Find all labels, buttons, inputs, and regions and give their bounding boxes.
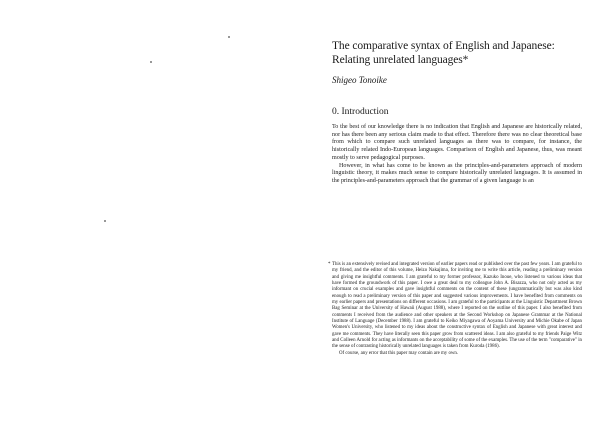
article-title — [332, 40, 582, 67]
title-line-1: The comparative syntax of English and Japanese: — [332, 40, 555, 52]
body-text — [332, 124, 582, 186]
scan-speck — [104, 220, 106, 222]
body-paragraph-2: However, in what has come to be known as the principles-and-parameters approach of modern linguistic theory, it makes much sense to compare historically unrelated languages. It is assumed in the principles-and-parameters approach that the grammar of a given language is an — [332, 162, 582, 184]
footnote-block — [328, 262, 582, 357]
footnote-marker: * — [328, 262, 331, 267]
author-name: Shigeo Tonoike — [332, 75, 387, 85]
footnote-paragraph-1: This is an extensively revised and integrated version of earlier papers read or published over the past few years. I am grateful to my friend, and the editor of this volume, Heizo Nakajima, for inviting me to write this article, reading a preliminary version and giving me insightful comments. I am grateful to my former professor, Kazuko Inoue, who listened to various ideas that have formed the groundwork of this paper. I owe a great deal to my colleague John A. Bisazza, who not only acted as my informant on crucial examples and gave insightful comments on the content of these (ungrammatically but was also kind enough to read a preliminary version of this paper and suggested various improvements. I have benefited from comments on my earlier papers and presentations on different occasions. I am grateful to the participants at the Linguistic Department Brown Bag Seminar at the University of Hawaii (August 1988), where I reported on the outline of this paper. I also benefited from comments I received from the audience and other speakers at the Second Workshop on Japanese Grammar at the National Institute of Language (December 1988). I am grateful to Keiko Miyagawa of Aoyama University and Michie Okabe of Japan Women's University, who listened to my ideas about the constructive syntax of English and Japanese with great interest and gave me comments. They have literally seen this paper grow from scattered ideas. I am also grateful to my friends Paige Witz and Colleen Arnold for acting as informants on the acceptability of some of the examples. The use of the term "comparative" in the sense of contrasting historically unrelated languages is taken from Kuroda (1986). — [332, 262, 582, 350]
scan-speck — [228, 36, 230, 38]
footnote-paragraph-2: Of course, any error that this paper may contain are my own. — [339, 350, 459, 356]
body-paragraph-1: To the best of our knowledge there is no indication that English and Japanese are historically related, nor has there been any serious claim made to that effect. Therefore there was no clear theoretical base from which to compare such unrelated languages as there was to compare, for instance, the historically related Indo-European languages. Comparison of English and Japanese, thus, was meant mostly to serve pedagogical purposes. — [332, 124, 582, 161]
title-line-2: Relating unrelated languages* — [332, 53, 469, 66]
scan-speck — [150, 61, 152, 63]
section-heading: 0. Introduction — [332, 107, 389, 117]
